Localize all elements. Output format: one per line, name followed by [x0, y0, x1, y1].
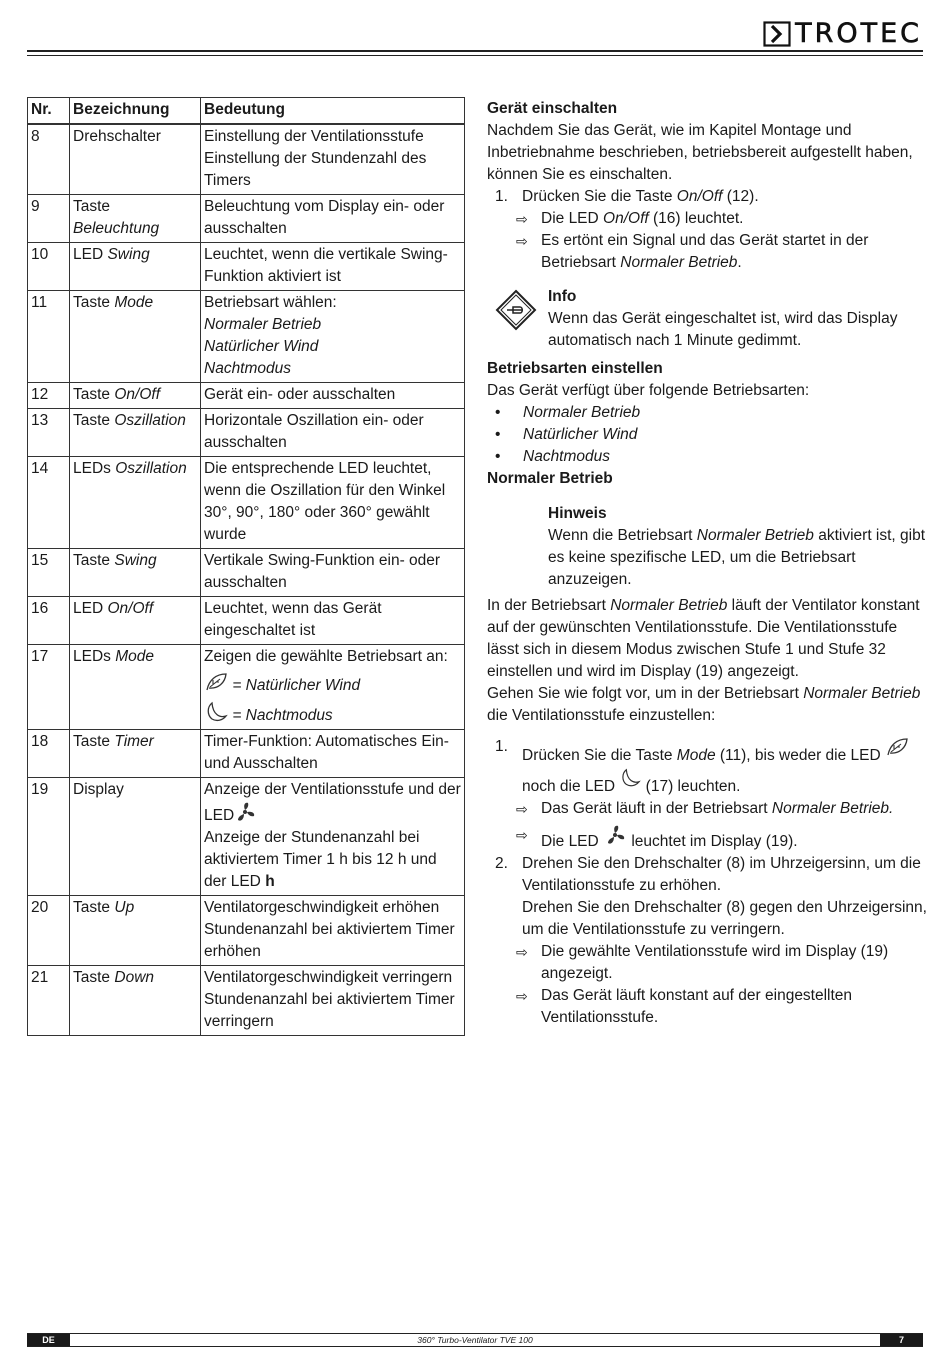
name-text: LED	[73, 600, 104, 617]
step-item	[487, 853, 927, 941]
meaning-line: Ventilatorgeschwindigkeit erhöhen	[204, 899, 440, 916]
meaning-line: Anzeige der Ventilationsstufe und der LED	[204, 781, 461, 824]
text: Drehen Sie den Drehschalter (8) gegen den Uhrzeigersinn, um die Ventilationsstufe zu verringern.	[522, 899, 927, 938]
name-italic: On/Off	[114, 386, 161, 403]
cell-meaning	[201, 966, 465, 1036]
result-item	[487, 798, 927, 820]
cell-meaning: Horizontale Oszillation ein- oder ausschalten	[201, 409, 465, 457]
cell-meaning	[201, 124, 465, 195]
cell-name	[70, 457, 201, 549]
text: Die gewählte Ventilationsstufe wird im Display (19) angezeigt.	[541, 943, 889, 982]
meaning-line: Nachtmodus	[204, 360, 292, 377]
mode-name: Natürlicher Wind	[523, 426, 638, 443]
text: Gehen Sie wie folgt vor, um in der Betriebsart	[487, 685, 804, 702]
leaf-wind-icon	[204, 671, 228, 693]
cell-meaning: Gerät ein- oder ausschalten	[201, 383, 465, 409]
table-row	[28, 549, 465, 597]
mode-name: Nachtmodus	[523, 448, 611, 465]
cell-nr: 19	[28, 778, 70, 896]
fan-icon	[603, 824, 627, 846]
result-item	[487, 208, 927, 230]
meaning-line: Einstellung der Ventilationsstufe	[204, 128, 424, 145]
paragraph: Das Gerät verfügt über folgende Betriebsarten:	[487, 382, 810, 399]
section-title: Gerät einschalten	[487, 100, 618, 117]
bullet-icon: •	[495, 426, 501, 443]
meaning-line: Einstellung der Stundenzahl des Timers	[204, 150, 427, 189]
trotec-logo	[763, 20, 922, 48]
text: Die LED	[541, 833, 604, 850]
cell-name	[70, 730, 201, 778]
text-italic: Normaler Betrieb.	[771, 800, 894, 817]
cell-name	[70, 383, 201, 409]
table-row	[28, 778, 465, 896]
name-text: Taste	[73, 733, 111, 750]
text: (12).	[722, 188, 759, 205]
night-label: = Nachtmodus	[232, 707, 333, 724]
cell-meaning: Die entsprechende LED leuchtet, wenn die Oszillation für den Winkel 30°, 90°, 180° oder 360° gewählt wurde	[201, 457, 465, 549]
result-arrow-icon: ⇨	[516, 944, 528, 960]
table-row	[28, 457, 465, 549]
cell-meaning: Timer-Funktion: Automatisches Ein- und Ausschalten	[201, 730, 465, 778]
name-italic: Swing	[114, 552, 157, 569]
page-footer	[27, 1333, 923, 1347]
text: Es ertönt ein Signal und das Gerät startet in der Betriebsart	[541, 232, 869, 271]
fan-icon	[234, 801, 256, 823]
cell-nr: 11	[28, 291, 70, 383]
info-hand-icon	[495, 289, 537, 331]
right-column	[487, 98, 927, 1029]
meaning-line: Normaler Betrieb	[204, 316, 322, 333]
page-number: 7	[880, 1334, 923, 1346]
table-row	[28, 195, 465, 243]
list-item	[487, 446, 927, 468]
info-text: Wenn das Gerät eingeschaltet ist, wird das Display automatisch nach 1 Minute gedimmt.	[548, 310, 898, 349]
bullet-icon: •	[495, 404, 501, 421]
text-italic: Normaler Betrieb	[803, 685, 921, 702]
table-row	[28, 124, 465, 195]
cell-name	[70, 778, 201, 896]
cell-meaning: Beleuchtung vom Display ein- oder ausschalten	[201, 195, 465, 243]
name-text: LEDs	[73, 648, 111, 665]
paragraph	[487, 683, 927, 727]
cell-meaning	[201, 645, 465, 730]
name-italic: Oszillation	[114, 412, 186, 429]
text: Die LED	[541, 210, 604, 227]
result-arrow-icon: ⇨	[516, 988, 528, 1004]
header-nr: Nr.	[28, 98, 70, 125]
step-item	[487, 736, 927, 798]
cell-meaning	[201, 291, 465, 383]
hour-symbol: h	[265, 873, 275, 890]
cell-name	[70, 291, 201, 383]
cell-name	[70, 597, 201, 645]
step-number: 2.	[495, 855, 508, 872]
logo-chevron-icon	[763, 21, 791, 47]
table-row	[28, 597, 465, 645]
cell-meaning	[201, 896, 465, 966]
result-item	[487, 824, 927, 853]
list-item	[487, 424, 927, 446]
result-item	[487, 985, 927, 1029]
cell-name	[70, 966, 201, 1036]
list-item	[487, 402, 927, 424]
meaning-line-wind	[204, 671, 461, 697]
table-row	[28, 966, 465, 1036]
text-italic: Mode	[676, 747, 716, 764]
meaning-line: Betriebsart wählen:	[204, 294, 337, 311]
name-text: Taste	[73, 294, 111, 311]
text: Drücken Sie die Taste	[522, 188, 677, 205]
step-number: 1.	[495, 738, 508, 755]
text: Das Gerät läuft konstant auf der eingestellten Ventilationsstufe.	[541, 987, 853, 1026]
cell-nr: 12	[28, 383, 70, 409]
result-arrow-icon: ⇨	[516, 827, 528, 843]
meaning-line: Stundenanzahl bei aktiviertem Timer erhöhen	[204, 921, 455, 960]
table-row	[28, 291, 465, 383]
section-title: Betriebsarten einstellen	[487, 360, 663, 377]
result-arrow-icon: ⇨	[516, 801, 528, 817]
step-item	[487, 186, 927, 208]
cell-nr: 13	[28, 409, 70, 457]
name-italic: Mode	[114, 294, 154, 311]
cell-name	[70, 124, 201, 195]
language-badge: DE	[27, 1334, 70, 1346]
text: .	[737, 254, 742, 271]
name-text: Display	[73, 781, 124, 798]
name-italic: Down	[114, 969, 155, 986]
name-text: Taste	[73, 552, 111, 569]
name-italic: Timer	[114, 733, 154, 750]
text: In der Betriebsart	[487, 597, 611, 614]
name-text: Taste	[73, 412, 111, 429]
leaf-wind-icon	[885, 736, 909, 758]
table-row	[28, 730, 465, 778]
cell-nr: 8	[28, 124, 70, 195]
header-rule-thin	[27, 55, 923, 56]
table-header-row	[28, 98, 465, 125]
document-title: 360° Turbo-Ventilator TVE 100	[417, 1335, 533, 1345]
table-row	[28, 896, 465, 966]
cell-name	[70, 195, 201, 243]
hint-text	[487, 525, 927, 591]
cell-nr: 18	[28, 730, 70, 778]
cell-meaning: Vertikale Swing-Funktion ein- oder ausschalten	[201, 549, 465, 597]
text: Drücken Sie die Taste	[522, 747, 677, 764]
text: läuft der Ventilator konstant auf der gewünschten Ventilationsstufe. Die Ventilationsstufe lässt sich in diesem Modus zwischen Stufe 1 und Stufe 32 einstellen und wird im Display (19) angezeigt.	[487, 597, 920, 680]
cell-name	[70, 409, 201, 457]
result-arrow-icon: ⇨	[516, 233, 528, 249]
name-text: Taste	[73, 386, 111, 403]
text-italic: Normaler Betrieb	[610, 597, 728, 614]
cell-name	[70, 896, 201, 966]
name-text: Taste	[73, 969, 111, 986]
text: Wenn die Betriebsart	[548, 527, 697, 544]
table-row	[28, 243, 465, 291]
moon-icon	[204, 701, 228, 723]
section-title: Normaler Betrieb	[487, 470, 613, 487]
text: noch die LED	[522, 778, 620, 795]
name-text: Taste	[73, 899, 111, 916]
hint-title: Hinweis	[548, 505, 607, 522]
meaning-line: Stundenanzahl bei aktiviertem Timer verringern	[204, 991, 455, 1030]
cell-meaning: Leuchtet, wenn die vertikale Swing-Funktion aktiviert ist	[201, 243, 465, 291]
paragraph: Nachdem Sie das Gerät, wie im Kapitel Montage und Inbetriebnahme beschrieben, betriebsbereit aufgestellt haben, können Sie es einschalten.	[487, 122, 913, 183]
table-row	[28, 409, 465, 457]
name-italic: Up	[114, 899, 135, 916]
name-text: LED	[73, 246, 104, 263]
moon-icon	[619, 767, 641, 789]
text: (17) leuchten.	[641, 778, 741, 795]
table-row	[28, 645, 465, 730]
text-italic: On/Off	[603, 210, 649, 227]
result-item	[487, 230, 927, 274]
header-bezeichnung: Bezeichnung	[70, 98, 201, 125]
cell-name	[70, 645, 201, 730]
cell-meaning: Leuchtet, wenn das Gerät eingeschaltet ist	[201, 597, 465, 645]
info-title: Info	[548, 288, 577, 305]
info-box	[487, 286, 927, 352]
text: (16) leuchtet.	[648, 210, 744, 227]
cell-name	[70, 243, 201, 291]
meaning-line: Natürlicher Wind	[204, 338, 319, 355]
cell-nr: 16	[28, 597, 70, 645]
text: Drehen Sie den Drehschalter (8) im Uhrzeigersinn, um die Ventilationsstufe zu erhöhen.	[522, 855, 921, 894]
header-rule	[27, 50, 923, 52]
cell-nr: 15	[28, 549, 70, 597]
cell-nr: 14	[28, 457, 70, 549]
text: leuchtet im Display (19).	[627, 833, 798, 850]
mode-name: Normaler Betrieb	[523, 404, 641, 421]
text: (11), bis weder die LED	[715, 747, 886, 764]
text: aktiviert ist, gibt es keine spezifische LED, um die Betriebsart anzuzeigen.	[548, 527, 926, 588]
name-italic: Beleuchtung	[73, 220, 160, 237]
table-row	[28, 383, 465, 409]
brand-name: TROTEC	[795, 18, 922, 49]
name-italic: Mode	[115, 648, 154, 665]
component-table	[27, 97, 465, 1036]
name-text: Taste	[73, 198, 111, 215]
timer-text: Anzeige der Stundenanzahl bei aktiviertem Timer 1 h bis 12 h und der LED	[204, 829, 437, 890]
name-text: LEDs	[73, 460, 111, 477]
text: Das Gerät läuft in der Betriebsart	[541, 800, 772, 817]
meaning-line: Zeigen die gewählte Betriebsart an:	[204, 648, 448, 665]
name-text: Drehschalter	[73, 128, 161, 145]
text: die Ventilationsstufe einzustellen:	[487, 707, 716, 724]
cell-meaning	[201, 778, 465, 896]
wind-label: = Natürlicher Wind	[232, 677, 361, 694]
step-number: 1.	[495, 188, 508, 205]
name-italic: Oszillation	[115, 460, 187, 477]
name-italic: On/Off	[107, 600, 154, 617]
text-italic: Normaler Betrieb	[696, 527, 814, 544]
cell-nr: 20	[28, 896, 70, 966]
cell-nr: 9	[28, 195, 70, 243]
paragraph	[487, 595, 927, 683]
text-italic: Normaler Betrieb	[620, 254, 738, 271]
cell-nr: 10	[28, 243, 70, 291]
cell-nr: 21	[28, 966, 70, 1036]
name-italic: Swing	[107, 246, 150, 263]
text-italic: On/Off	[676, 188, 723, 205]
result-item	[487, 941, 927, 985]
meaning-line-night	[204, 701, 461, 727]
meaning-line: Ventilatorgeschwindigkeit verringern	[204, 969, 453, 986]
meaning-line	[204, 827, 461, 893]
cell-nr: 17	[28, 645, 70, 730]
cell-name	[70, 549, 201, 597]
header-bedeutung: Bedeutung	[201, 98, 465, 125]
result-arrow-icon: ⇨	[516, 211, 528, 227]
bullet-icon: •	[495, 448, 501, 465]
